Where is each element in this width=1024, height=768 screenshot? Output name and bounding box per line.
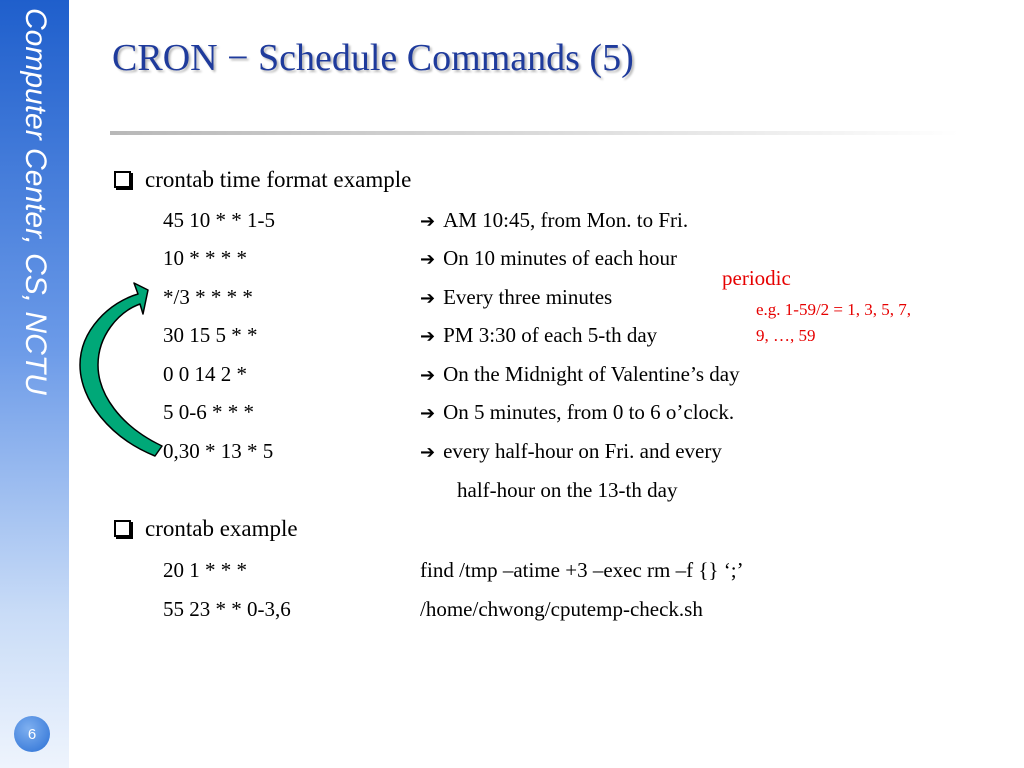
right-arrow-icon: ➔ <box>420 249 436 270</box>
cron-desc <box>420 246 677 271</box>
cron-desc-text: every half-hour on Fri. and every <box>443 439 722 463</box>
right-arrow-icon: ➔ <box>420 288 436 309</box>
cron-desc-text: On 5 minutes, from 0 to 6 o’clock. <box>443 400 735 424</box>
cron-spec: 55 23 * * 0-3,6 <box>163 597 291 621</box>
right-arrow-icon: ➔ <box>420 403 436 424</box>
cron-spec: 30 15 5 * * <box>163 323 258 347</box>
cron-desc <box>420 439 722 464</box>
sidebar <box>0 0 69 768</box>
cron-desc-continuation: half-hour on the 13-th day <box>457 478 678 502</box>
cron-spec: 20 1 * * * <box>163 558 247 582</box>
cron-desc <box>420 323 657 348</box>
cron-spec: 10 * * * * <box>163 246 247 270</box>
cron-desc <box>420 400 734 425</box>
cron-spec: 45 10 * * 1-5 <box>163 208 275 232</box>
cron-desc-text: On the Midnight of Valentine’s day <box>443 362 740 386</box>
right-arrow-icon: ➔ <box>420 442 436 463</box>
bullet-heading-format <box>114 167 411 193</box>
cron-spec: 5 0-6 * * * <box>163 400 254 424</box>
cron-spec: */3 * * * * <box>163 285 253 309</box>
cron-command: /home/chwong/cputemp-check.sh <box>420 597 703 621</box>
annotation-example-line1: e.g. 1-59/2 = 1, 3, 5, 7, <box>756 300 912 319</box>
checkbox-bullet-icon <box>114 520 131 537</box>
sidebar-label: Computer Center, CS, NCTU <box>19 8 52 395</box>
cron-desc <box>420 285 612 310</box>
cron-desc-text: PM 3:30 of each 5-th day <box>443 323 658 347</box>
cron-desc-text: AM 10:45, from Mon. to Fri. <box>443 208 689 232</box>
cron-spec: 0 0 14 2 * <box>163 362 247 386</box>
right-arrow-icon: ➔ <box>420 365 436 386</box>
page-number-badge: 6 <box>14 716 50 752</box>
slide-title: CRON − Schedule Commands (5) <box>112 37 634 79</box>
checkbox-bullet-icon <box>114 171 131 188</box>
right-arrow-icon: ➔ <box>420 326 436 347</box>
bullet-heading-example <box>114 516 298 542</box>
curved-arrow-icon <box>70 270 180 470</box>
annotation-label: periodic <box>722 266 791 290</box>
cron-desc-text: Every three minutes <box>443 285 613 309</box>
title-divider <box>110 131 960 135</box>
bullet-heading-text: crontab example <box>145 516 298 541</box>
cron-spec: 0,30 * 13 * 5 <box>163 439 274 463</box>
bullet-heading-text: crontab time format example <box>145 167 412 192</box>
annotation-example-line2: 9, …, 59 <box>756 326 816 345</box>
cron-command: find /tmp –atime +3 –exec rm –f {} ‘;’ <box>420 558 744 582</box>
right-arrow-icon: ➔ <box>420 211 436 232</box>
cron-desc-text: On 10 minutes of each hour <box>443 246 677 270</box>
cron-desc <box>420 362 740 387</box>
cron-desc <box>420 208 688 233</box>
